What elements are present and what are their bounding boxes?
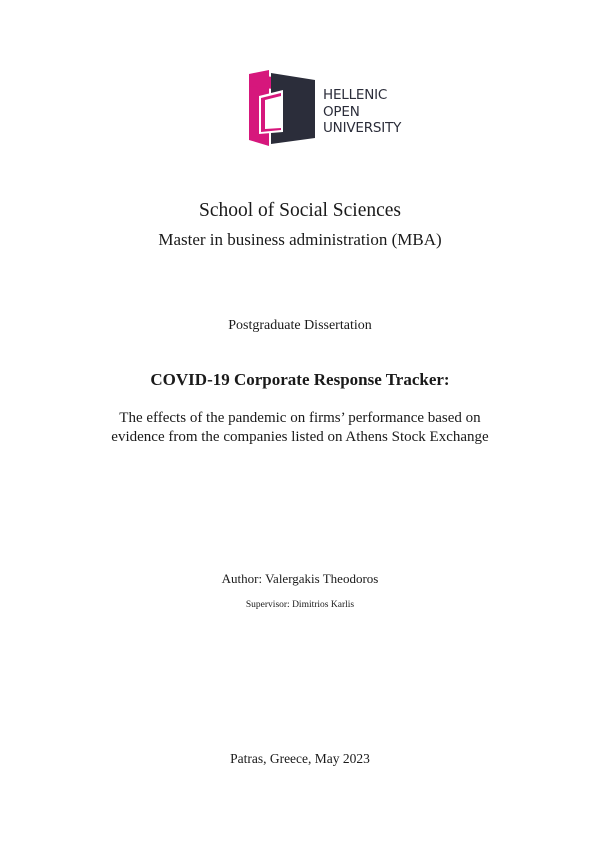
logo-line-university: UNIVERSITY xyxy=(323,120,402,136)
place-and-date: Patras, Greece, May 2023 xyxy=(230,751,370,766)
logo-line-open: OPEN xyxy=(323,103,360,120)
author: Author: Valergakis Theodoros xyxy=(221,571,379,586)
program-name: Master in business administration (MBA) xyxy=(158,230,442,249)
school-name: School of Social Sciences xyxy=(199,200,401,221)
university-logo xyxy=(249,70,419,146)
dissertation-subtitle xyxy=(0,409,600,447)
subtitle-line-2: evidence from the companies listed on Athens Stock Exchange xyxy=(111,429,489,445)
dissertation-title: COVID-19 Corporate Response Tracker: xyxy=(150,370,450,389)
subtitle-line-1: The effects of the pandemic on firms’ performance based on xyxy=(119,410,481,426)
logo-wordmark xyxy=(323,87,401,137)
document-type: Postgraduate Dissertation xyxy=(228,318,372,333)
logo-line-hellenic: HELLENIC xyxy=(323,87,388,103)
supervisor: Supervisor: Dimitrios Karlis xyxy=(245,600,355,610)
hou-logo-icon xyxy=(249,70,315,146)
